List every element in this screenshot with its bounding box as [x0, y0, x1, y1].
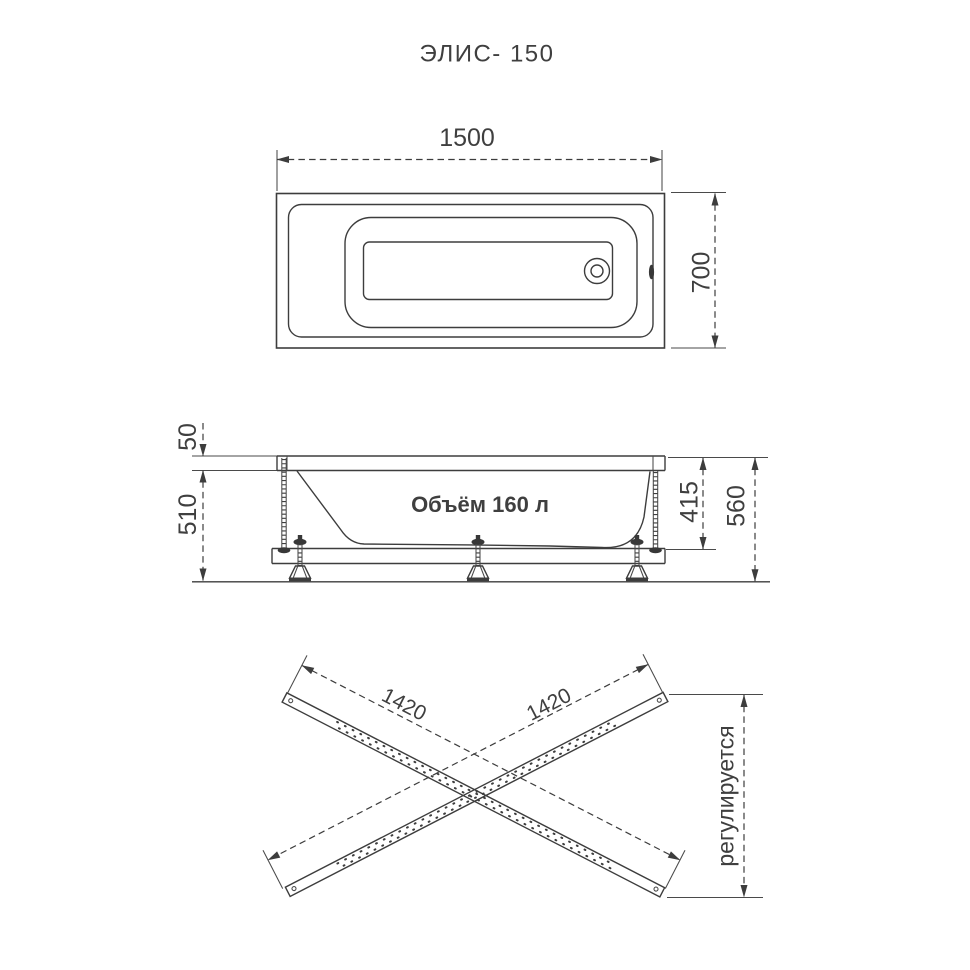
- under-rim-dimension: [174, 471, 203, 581]
- top-view: [277, 124, 727, 348]
- rim-height-dimension: [174, 423, 203, 456]
- volume-label: Объём 160 л: [411, 492, 549, 517]
- model-title: ЭЛИС- 150: [419, 40, 555, 68]
- tub-basin-edge: [345, 218, 637, 328]
- side-view: [174, 423, 770, 582]
- crossbar-right-length-label: 1420: [522, 683, 576, 726]
- width-dimension: [671, 193, 726, 349]
- under-rim-height-label: 510: [174, 493, 202, 536]
- crossbar-left-dimension: [302, 666, 680, 861]
- adjustable-dimension: [667, 695, 763, 898]
- right-threaded-rod: [649, 471, 662, 553]
- tub-rim-side: [277, 456, 665, 471]
- length-dimension-label: 1500: [439, 124, 495, 152]
- inner-depth-label: 415: [675, 481, 704, 523]
- adjustable-foot-left: [289, 535, 311, 580]
- bottom-view: [263, 654, 763, 897]
- support-frame: [272, 549, 665, 564]
- tub-outer-edge: [277, 194, 665, 349]
- tub-plan-outline: [277, 194, 665, 349]
- tub-bottom-edge: [364, 242, 613, 300]
- rim-height-label: 50: [174, 423, 202, 451]
- inner-depth-dimension: [666, 458, 768, 550]
- drain-hole: [591, 265, 603, 277]
- adjustable-foot-middle: [467, 535, 489, 580]
- left-threaded-rod: [278, 458, 291, 553]
- crossbar-right-dimension: [268, 665, 648, 861]
- adjustable-label: регулируется: [712, 725, 739, 867]
- total-height-dimension: [723, 458, 756, 581]
- drain-circle: [585, 259, 610, 284]
- overflow-slot: [649, 265, 654, 279]
- crossbar-left-length-label: 1420: [377, 683, 431, 726]
- length-dimension: [277, 124, 662, 191]
- tub-rim-edge: [289, 205, 654, 338]
- width-dimension-label: 700: [687, 251, 716, 294]
- total-height-label: 560: [722, 485, 751, 527]
